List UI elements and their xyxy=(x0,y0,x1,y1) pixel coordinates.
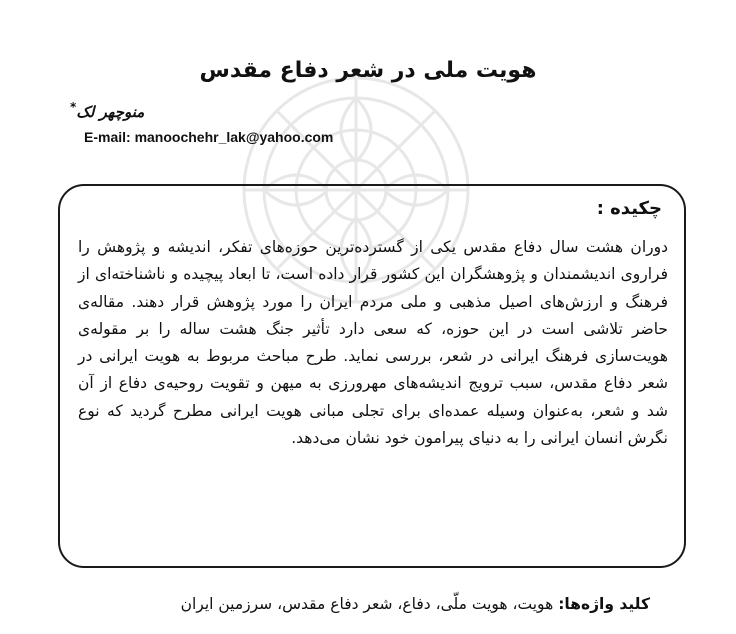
keywords-values: هویت، هویت ملّی، دفاع، شعر دفاع مقدس، سرزمین ایران xyxy=(180,595,554,613)
article-title: هویت ملی در شعر دفاع مقدس xyxy=(199,58,537,83)
author-footnote-mark: * xyxy=(70,100,77,114)
author-name xyxy=(70,100,144,121)
author-email: E-mail: manoochehr_lak@yahoo.com xyxy=(84,129,334,145)
keywords-label: کلید واژه‌ها: xyxy=(558,595,650,613)
author-name-text: منوچهر لک xyxy=(76,103,145,121)
keywords-line xyxy=(181,595,650,613)
abstract-body: دوران هشت سال دفاع مقدس یکی از گسترده‌ترین حوزه‌های تفکر، اندیشه و پژوهش را فراروی اندیشمندان و پژوهشگران این کشور قرار داده است، تا ابعاد پیچیده و ناشناخته‌ای از فرهنگ و ارزش‌های اصیل مذهبی و ملی مردم ایران را مورد پژوهش قرار دهند. مقاله‌ی حاضر تلاشی است در این حوزه، که سعی دارد تأثیر جنگ هشت ساله را بر مقوله‌ی هویت‌سازی فرهنگ ایرانی در شعر، بررسی نماید. طرح مباحث مربوط به هویت ایرانی در شعر دفاع مقدس، سبب ترویج اندیشه‌های مهرورزی به میهن و تقویت روحیه‌ی دفاع از آن شد و شعر، به‌عنوان وسیله عمده‌ای برای تجلی مبانی هویت ایرانی مطرح گردید که نوع نگرش انسان ایرانی را به دنیای پیرامون خود نشان می‌دهد. xyxy=(78,238,668,448)
abstract-heading: چکیده : xyxy=(596,198,662,219)
